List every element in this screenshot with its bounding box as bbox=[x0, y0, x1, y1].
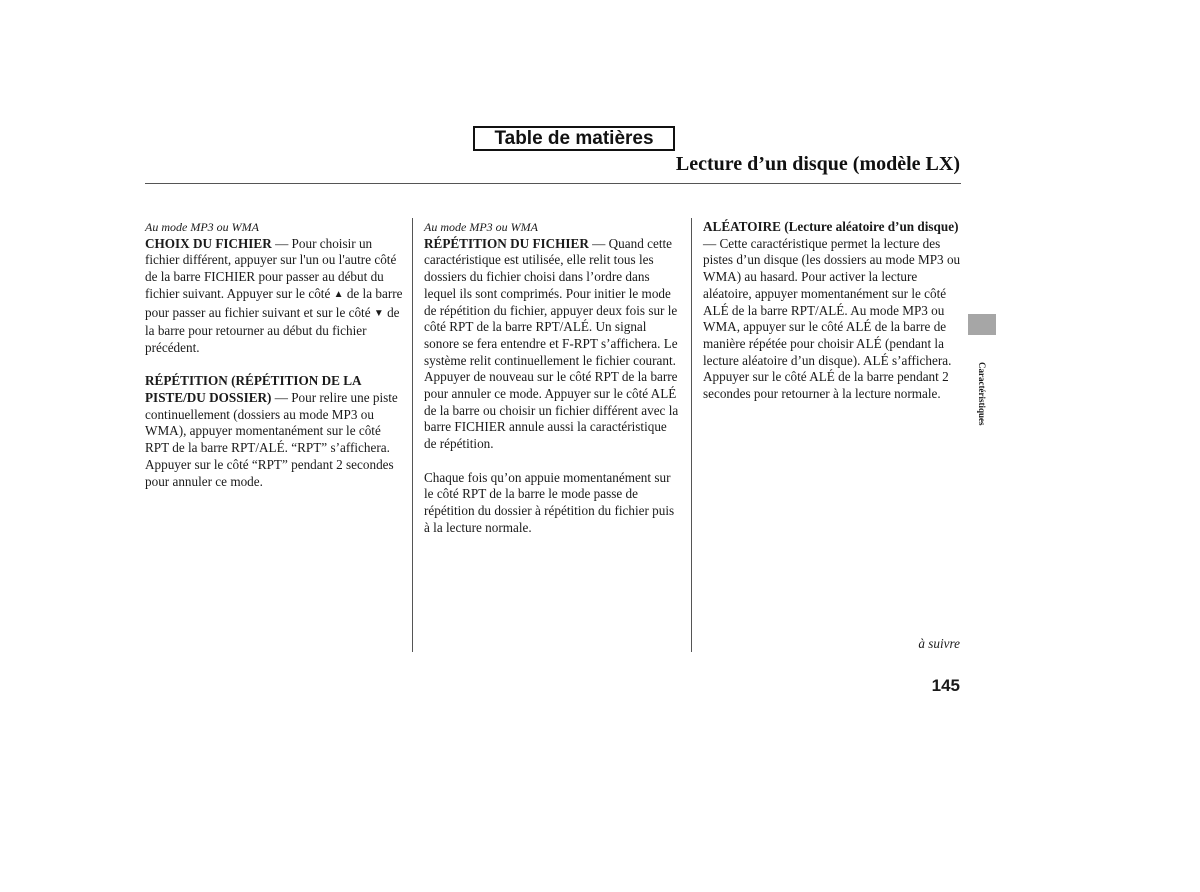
column-divider-2 bbox=[691, 218, 692, 652]
continued-note: à suivre bbox=[918, 636, 960, 651]
file-repeat-heading: RÉPÉTITION DU FICHIER bbox=[424, 235, 589, 251]
random-paragraph: ALÉATOIRE (Lecture aléatoire d’un disque) — Cette caractéristique permet la lecture des pistes d’un disque (les dossiers au mode MP3 ou WMA) au hasard. Pour activer la lecture aléatoire, appuyer momentanément sur le côté ALÉ de la barre RPT/ALÉ. Au mode MP3 ou WMA, appuyer sur le côté ALÉ de la barre de manière répétée pour choisir ALÉ (pendant la lecture aléatoire d’un disque). ALÉ s’affichera. Appuyer sur le côté ALÉ de la barre pendant 2 secondes pour retourner à la lecture normale. bbox=[703, 219, 961, 402]
repeat-paragraph: RÉPÉTITION (RÉPÉTITION DE LA PISTE/DU DOSSIER) — Pour relire une piste continuellement (dossiers au mode MP3 ou WMA), appuyer momentanément sur le côté RPT de la barre RPT/ALÉ. “RPT” s’affichera. Appuyer sur le côté “RPT” pendant 2 secondes pour annuler ce mode. bbox=[145, 373, 398, 489]
mode-caption: Au mode MP3 ou WMA bbox=[424, 220, 538, 234]
page-title: Lecture d’un disque (modèle LX) bbox=[675, 153, 960, 175]
up-triangle-icon: ▲ bbox=[333, 288, 344, 300]
section-label: Caractéristiques bbox=[977, 362, 987, 426]
repeat-cycle-paragraph: Chaque fois qu’on appuie momentanément sur le côté RPT de la barre le mode passe de répétition du dossier à répétition du fichier puis à la lecture normale. bbox=[424, 469, 675, 535]
section-tab bbox=[968, 314, 996, 335]
file-select-heading: CHOIX DU FICHIER bbox=[145, 235, 272, 251]
middle-column bbox=[424, 219, 682, 553]
mode-caption: Au mode MP3 ou WMA bbox=[145, 220, 259, 234]
left-column bbox=[145, 219, 403, 507]
page-number: 145 bbox=[931, 676, 960, 695]
file-repeat-paragraph: Au mode MP3 ou WMA RÉPÉTITION DU FICHIER — Quand cette caractéristique est utilisée, elle relit tous les dossiers du fichier choisi dans l’ordre dans lequel ils sont comprimés. Pour initier le mode de répétition du fichier, appuyer deux fois sur le côté RPT de la barre RPT/ALÉ. Un signal sonore se fera entendre et F-RPT s’affichera. Le système relit continuellement le fichier courant. Appuyer de nouveau sur le côté RPT de la barre pour annuler ce mode. Appuyer sur le côté ALÉ de la barre ou choisir un fichier différent avec la barre FICHIER annule aussi la caractéristique de répétition. bbox=[424, 219, 682, 453]
title-divider bbox=[145, 183, 961, 184]
down-triangle-icon: ▼ bbox=[373, 307, 384, 319]
right-column bbox=[703, 219, 961, 419]
repeat-heading: RÉPÉTITION (RÉPÉTITION DE LA PISTE/DU DOSSIER) bbox=[145, 373, 361, 406]
column-divider-1 bbox=[412, 218, 413, 652]
file-select-paragraph: Au mode MP3 ou WMA CHOIX DU FICHIER — Pour choisir un fichier différent, appuyer sur l'un ou l'autre côté de la barre FICHIER pour passer au début du fichier suivant. Appuyer sur le côté ▲ de la barre pour passer au fichier suivant et sur le côté ▼ de la barre pour retourner au début du fichier précédent. bbox=[145, 220, 403, 355]
random-heading: ALÉATOIRE (Lecture aléatoire d’un disque) bbox=[703, 219, 959, 234]
table-of-contents-button[interactable]: Table de matières bbox=[473, 126, 675, 151]
